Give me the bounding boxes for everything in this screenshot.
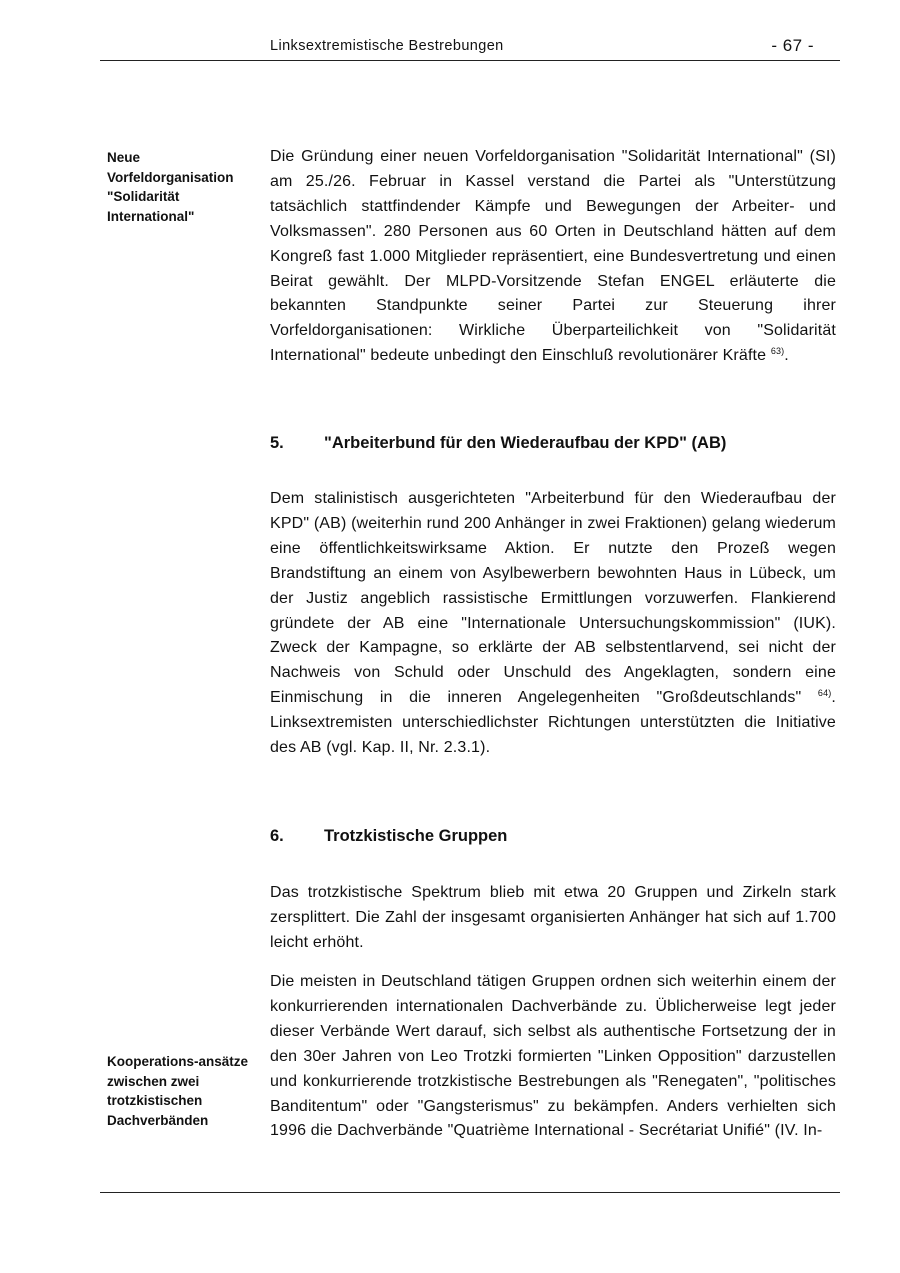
margin-note-solidaritaet: Neue Vorfeldorganisation "Solidarität International" <box>107 150 234 224</box>
page-header <box>100 36 840 61</box>
paragraph-text: Die Gründung einer neuen Vorfeldorganisation "Solidarität International" (SI) am 25./26. Februar in Kassel verstand die Partei als "Unterstützung tatsächlich stattfindender Kämpfe und Bewegungen der Arbeiter- und Volksmassen". 280 Personen aus 60 Orten in Deutschland hätten auf dem Kongreß fast 1.000 Mitglieder repräsentiert, eine Bundesvertretung und einen Beirat gewählt. Der MLPD-Vorsitzende Stefan ENGEL erläuterte die bekannten Standpunkte seiner Partei zur Steuerung ihrer Vorfeldorganisationen: Wirkliche Überparteilichkeit von "Solidarität International" bedeute unbedingt den Einschluß revolutionärer Kräfte <box>270 148 836 365</box>
footer-rule <box>100 1192 840 1193</box>
paragraph-solidaritaet <box>270 145 836 369</box>
paragraph-end: . <box>784 347 789 365</box>
footnote-ref: 63) <box>770 346 785 357</box>
section-heading-6 <box>270 824 836 848</box>
page-number: - 67 - <box>771 36 814 55</box>
footnote-ref: 64) <box>817 688 832 699</box>
section-number: 6. <box>270 827 284 845</box>
paragraph-arbeiterbund <box>270 487 836 761</box>
paragraph-text: Dem stalinistisch ausgerichteten "Arbeiterbund für den Wiederaufbau der KPD" (AB) (weiterhin rund 200 Anhänger in zwei Fraktionen) gelang wiederum eine öffentlichkeitswirksame Aktion. Er nutzte den Prozeß wegen Brandstiftung an einem von Asylbewerbern bewohnten Haus in Lübeck, um der Justiz angeblich rassistische Ermittlungen vorzuwerfen. Flankierend gründete der AB eine "Internationale Untersuchungskommission" (IUK). Zweck der Kampagne, so erklärte der AB selbstentlarvend, sei nicht der Nachweis von Schuld oder Unschuld des Angeklagten, sondern eine Einmischung in die inneren Angelegenheiten "Großdeutschlands" <box>270 490 836 707</box>
margin-note-kooperation: Kooperations-ansätze zwischen zwei trotzkistischen Dachverbänden <box>107 1054 249 1128</box>
section-heading-5 <box>270 431 836 455</box>
paragraph-trotzkisten-dachverbaende: Die meisten in Deutschland tätigen Gruppen ordnen sich weiterhin einem der konkurrierenden internationalen Dachverbände zu. Üblicherweise legt jeder dieser Verbände Wert darauf, sich selbst als authentische Fortsetzung der in den 30er Jahren von Leo Trotzki formierten "Linken Opposition" darzustellen und konkurrierende trotzkistische Bestrebungen als "Renegaten", "politisches Banditentum" oder "Gangsterismus" zu bekämpfen. Anders verhielten sich 1996 die Dachverbände "Quatrième International - Secrétariat Unifié" (IV. In- <box>270 973 836 1140</box>
running-header-title: Linksextremistische Bestrebungen <box>270 38 504 54</box>
paragraph-trotzkisten-intro: Das trotzkistische Spektrum blieb mit etwa 20 Gruppen und Zirkeln stark zersplittert. Die Zahl der insgesamt organisierten Anhänger hat sich auf 1.700 leicht erhöht. <box>270 884 836 951</box>
paragraph-end: . Linksextremisten unterschiedlichster Richtungen unterstützten die Initiative des AB (vgl. Kap. II, Nr. 2.3.1). <box>270 689 836 757</box>
section-title: Trotzkistische Gruppen <box>324 827 508 845</box>
section-number: 5. <box>270 434 284 452</box>
section-title: "Arbeiterbund für den Wiederaufbau der KPD" (AB) <box>324 434 727 452</box>
